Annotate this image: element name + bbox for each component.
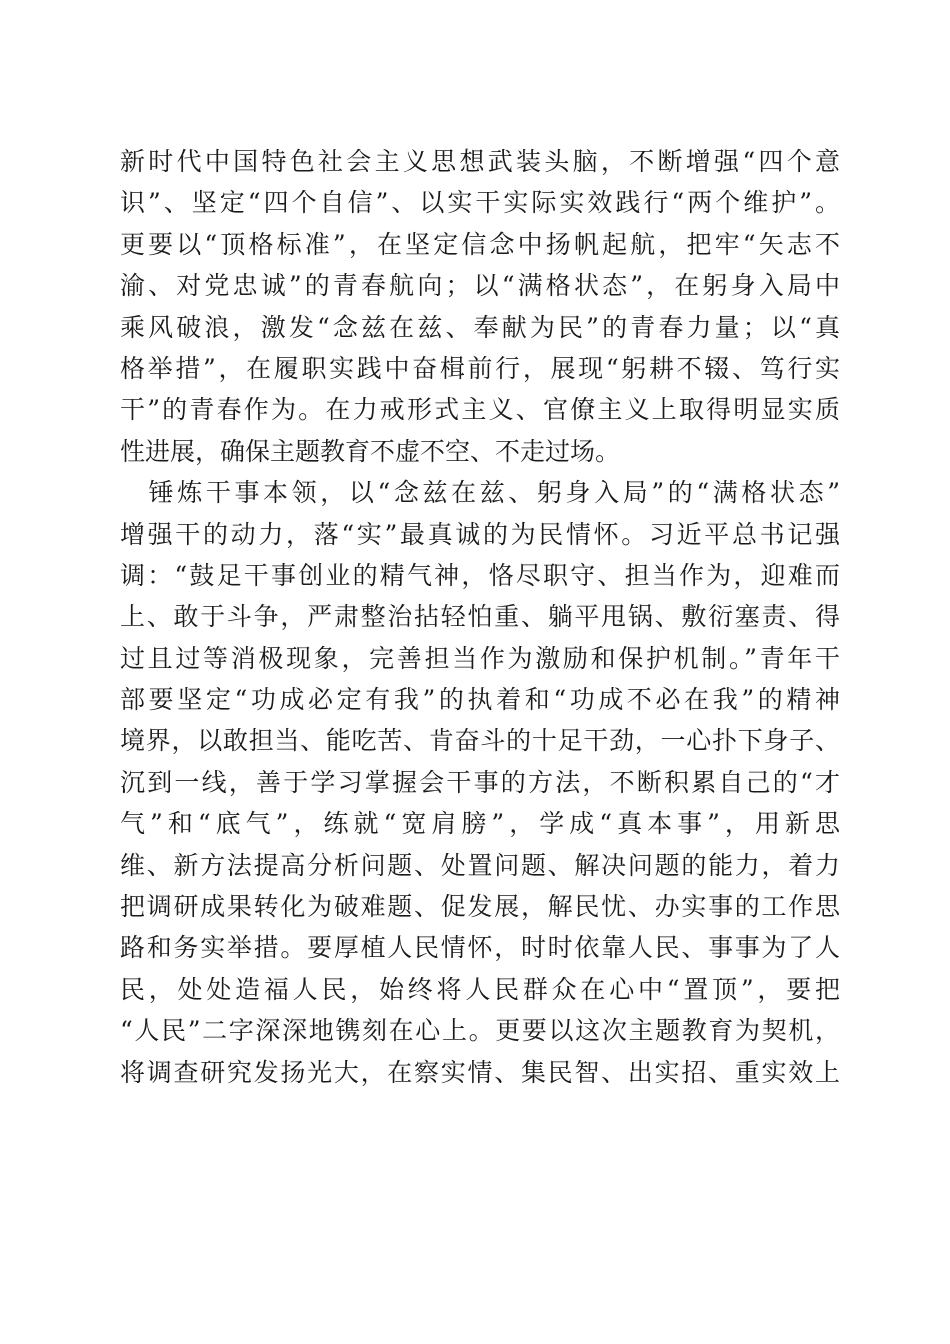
text-line: 锤炼干事本领，以“念兹在兹、躬身入局”的“满格状态” xyxy=(120,478,840,508)
body-text xyxy=(120,141,840,1093)
text-line: 将调查研究发扬光大，在察实情、集民智、出实招、重实效上 xyxy=(120,1057,840,1087)
text-line: 调：“鼓足干事创业的精气神，恪尽职守、担当作为，迎难而 xyxy=(120,560,840,590)
text-line: 格举措”，在履职实践中奋楫前行，展现“躬耕不辍、笃行实 xyxy=(120,353,840,383)
text-line: 过且过等消极现象，完善担当作为激励和保护机制。”青年干 xyxy=(120,643,840,673)
text-line: 识”、坚定“四个自信”、以实干实际实效践行“两个维护”。 xyxy=(120,188,840,218)
text-line: 更要以“顶格标准”，在坚定信念中扬帆起航，把牢“矢志不 xyxy=(120,229,840,259)
text-line: “人民”二字深深地镌刻在心上。更要以这次主题教育为契机， xyxy=(120,1016,840,1046)
text-line: 渝、对党忠诚”的青春航向；以“满格状态”，在躬身入局中 xyxy=(120,271,840,301)
text-line: 民，处处造福人民，始终将人民群众在心中“置顶”，要把 xyxy=(120,974,840,1004)
text-line: 气”和“底气”，练就“宽肩膀”，学成“真本事”，用新思 xyxy=(120,809,840,839)
text-line: 干”的青春作为。在力戒形式主义、官僚主义上取得明显实质 xyxy=(120,395,840,425)
text-line: 乘风破浪，激发“念兹在兹、奉献为民”的青春力量；以“真 xyxy=(120,312,840,342)
text-line: 上、敢于斗争，严肃整治拈轻怕重、躺平甩锅、敷衍塞责、得 xyxy=(120,602,840,632)
text-line: 维、新方法提高分析问题、处置问题、解决问题的能力，着力 xyxy=(120,850,840,880)
text-line: 路和务实举措。要厚植人民情怀，时时依靠人民、事事为了人 xyxy=(120,933,840,963)
text-line: 性进展，确保主题教育不虚不空、不走过场。 xyxy=(120,436,621,466)
text-line: 境界，以敢担当、能吃苦、肯奋斗的十足干劲，一心扑下身子、 xyxy=(120,726,840,756)
text-line: 把调研成果转化为破难题、促发展，解民忧、办实事的工作思 xyxy=(120,892,840,922)
text-line: 沉到一线，善于学习掌握会干事的方法，不断积累自己的“才 xyxy=(120,767,840,797)
text-line: 新时代中国特色社会主义思想武装头脑，不断增强“四个意 xyxy=(120,147,840,176)
text-line: 部要坚定“功成必定有我”的执着和“功成不必在我”的精神 xyxy=(120,685,840,715)
text-line: 增强干的动力，落“实”最真诚的为民情怀。习近平总书记强 xyxy=(120,519,840,549)
